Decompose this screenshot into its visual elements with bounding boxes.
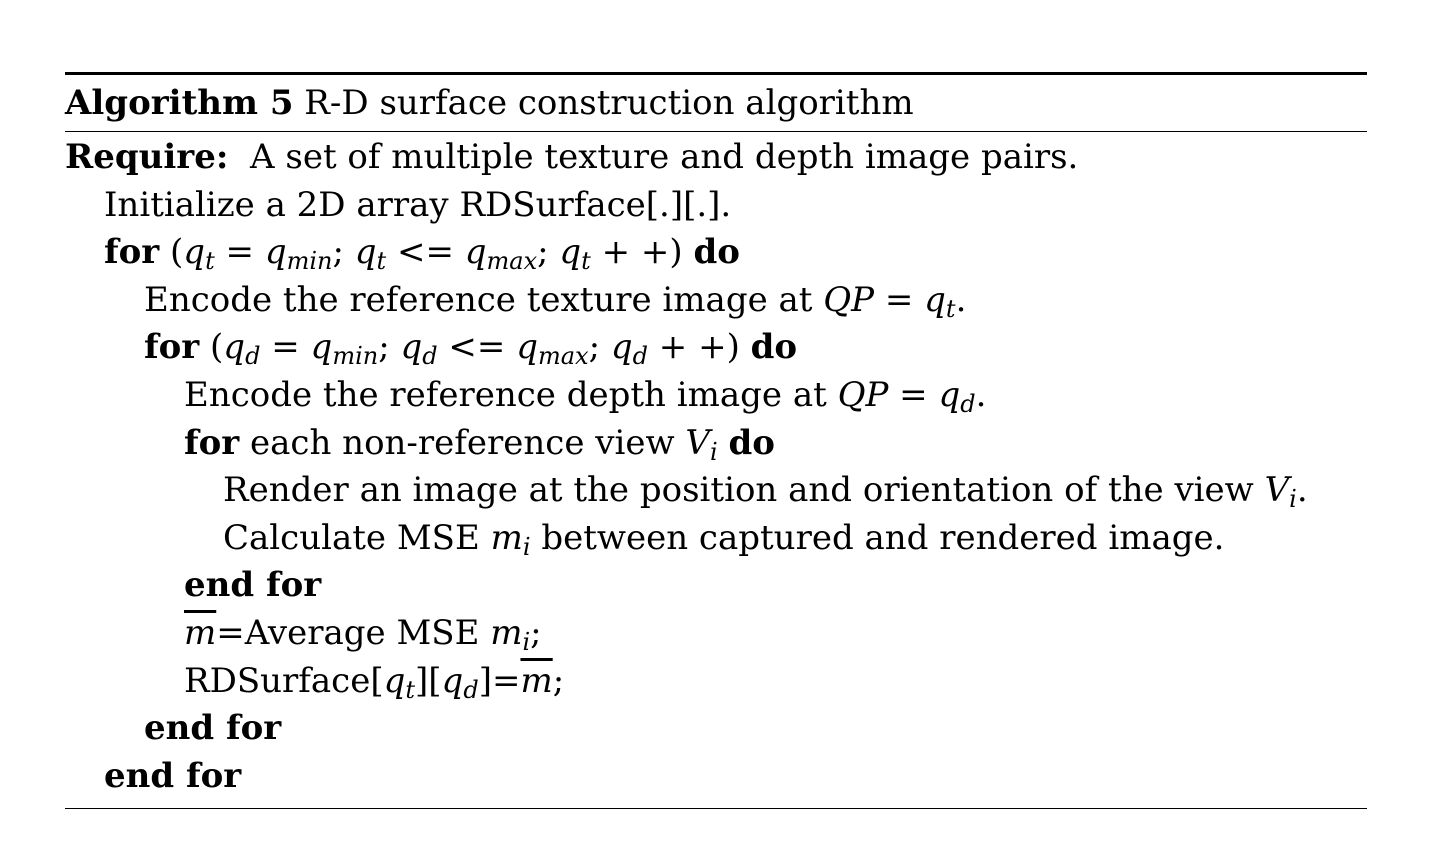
view-vi-end: $V_i$. <box>1264 470 1308 514</box>
require-text: A set of multiple texture and depth image pairs. <box>250 137 1079 177</box>
mse-mi: $m_i$ <box>490 517 531 561</box>
for-keyword: for <box>144 327 200 368</box>
init-text: Initialize a 2D array RDSurface[.][.]. <box>104 184 732 225</box>
end-for-qt-line <box>65 753 1367 801</box>
calc-suffix: between captured and rendered image. <box>541 517 1225 558</box>
average-text: =Average MSE <box>216 612 480 653</box>
render-text: Render an image at the position and orientation of the view <box>223 470 1254 511</box>
end-for-keyword: end for <box>184 565 322 606</box>
require-line <box>65 134 1367 182</box>
avg-mi: $m_i$; <box>490 612 542 656</box>
for-each-view-line <box>65 420 1367 468</box>
algorithm-caption <box>65 75 1367 131</box>
end-for-keyword: end for <box>144 708 282 749</box>
algorithm-block <box>65 72 1367 809</box>
for-keyword: for <box>184 422 240 463</box>
for-qt-condition: ($q_t = q_{min}$; $q_t <= q_{max}$; $q_t$ + +) <box>170 232 683 276</box>
encode-texture-text: Encode the reference texture image at <box>144 279 813 320</box>
rdsurface-text: RDSurface <box>184 660 371 701</box>
for-keyword: for <box>104 232 160 273</box>
bottom-rule <box>65 808 1367 809</box>
for-qd-condition: ($q_d = q_{min}$; $q_d <= q_{max}$; $q_d$ + +) <box>210 327 740 371</box>
for-qt-line <box>65 229 1367 277</box>
encode-texture-line <box>65 277 1367 325</box>
do-keyword: do <box>750 327 798 368</box>
require-keyword: Require: <box>65 137 229 177</box>
calc-mse-line <box>65 515 1367 563</box>
calc-prefix: Calculate MSE <box>223 517 480 558</box>
qp-qt-expr: QP = $q_t$. <box>823 279 967 323</box>
m-bar: $\overline{m}$ <box>184 612 217 653</box>
end-for-qd-line <box>65 705 1367 753</box>
average-line <box>65 610 1367 658</box>
rdsurface-index: $[q_t][q_d]=\overline{m}$; <box>370 660 565 704</box>
qp-qd-expr: QP = $q_d$. <box>837 374 987 418</box>
encode-depth-line <box>65 372 1367 420</box>
rdsurface-assign-line <box>65 658 1367 706</box>
algorithm-body <box>65 132 1367 800</box>
do-keyword: do <box>693 232 740 273</box>
end-for-view-line <box>65 562 1367 610</box>
view-vi: $V_i$ <box>685 422 718 466</box>
init-line <box>65 182 1367 230</box>
for-each-text: each non-reference view <box>250 422 675 463</box>
render-line <box>65 467 1367 515</box>
algorithm-title: R-D surface construction algorithm <box>304 83 914 123</box>
for-qd-line <box>65 324 1367 372</box>
end-for-keyword: end for <box>104 755 242 796</box>
do-keyword: do <box>728 422 775 463</box>
algorithm-label: Algorithm 5 <box>65 83 294 123</box>
encode-depth-text: Encode the reference depth image at <box>184 374 827 415</box>
